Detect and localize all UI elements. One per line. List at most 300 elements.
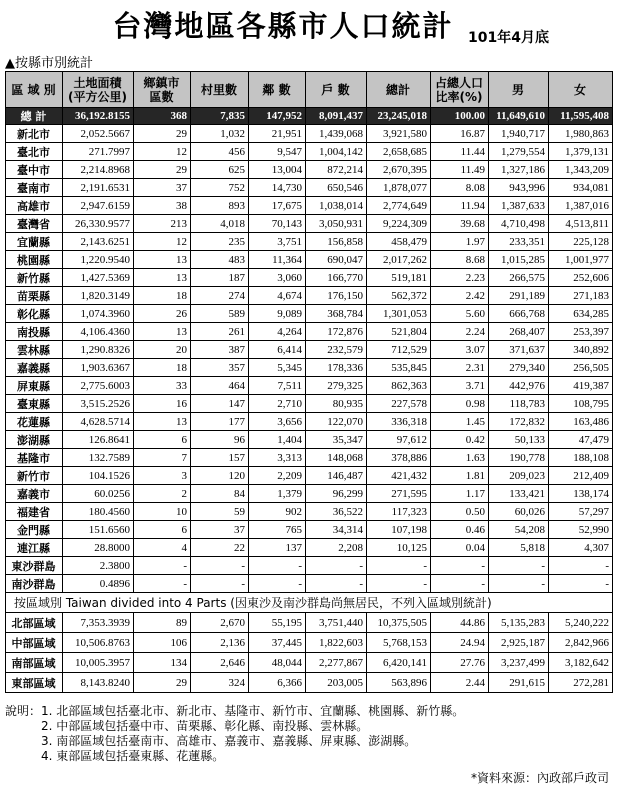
cell-villages: 464 bbox=[191, 377, 249, 395]
table-row bbox=[6, 521, 613, 539]
cell-population-total: 563,896 bbox=[367, 673, 431, 693]
cell-villages: 157 bbox=[191, 449, 249, 467]
table-row bbox=[6, 251, 613, 269]
cell-population-share: 24.94 bbox=[431, 633, 489, 653]
cell-male: - bbox=[489, 575, 549, 593]
cell-female: 138,174 bbox=[549, 485, 613, 503]
header-population-total bbox=[367, 72, 431, 108]
county-section bbox=[6, 125, 613, 593]
cell-districts: 89 bbox=[134, 613, 191, 633]
table-row bbox=[6, 323, 613, 341]
table-row bbox=[6, 557, 613, 575]
cell-districts: 2 bbox=[134, 485, 191, 503]
cell-neighborhoods: - bbox=[249, 557, 306, 575]
cell-population-total: 227,578 bbox=[367, 395, 431, 413]
cell-land-area: 2,191.6531 bbox=[63, 179, 134, 197]
cell-population-share: 0.04 bbox=[431, 539, 489, 557]
cell-villages: 589 bbox=[191, 305, 249, 323]
table-row bbox=[6, 215, 613, 233]
cell-neighborhoods: 2,209 bbox=[249, 467, 306, 485]
cell-male: 5,135,283 bbox=[489, 613, 549, 633]
header-population-share bbox=[431, 72, 489, 108]
header-line-1: 鄰 數 bbox=[262, 82, 291, 97]
cell-female: 1,379,131 bbox=[549, 143, 613, 161]
cell-population-total: - bbox=[367, 575, 431, 593]
cell-land-area: 1,427.5369 bbox=[63, 269, 134, 287]
cell-population-share: 3.07 bbox=[431, 341, 489, 359]
cell-land-area: 4,628.5714 bbox=[63, 413, 134, 431]
cell-households: 96,299 bbox=[306, 485, 367, 503]
cell-households: 690,047 bbox=[306, 251, 367, 269]
table-row bbox=[6, 395, 613, 413]
row-label: 新北市 bbox=[6, 125, 63, 143]
cell-male: 54,208 bbox=[489, 521, 549, 539]
cell-land-area: 7,353.3939 bbox=[63, 613, 134, 633]
cell-households: 1,822,603 bbox=[306, 633, 367, 653]
header-region bbox=[6, 72, 63, 108]
cell-population-share: 2.23 bbox=[431, 269, 489, 287]
row-label: 福建省 bbox=[6, 503, 63, 521]
region-rows bbox=[6, 613, 613, 693]
cell-population-share: 0.50 bbox=[431, 503, 489, 521]
cell-districts: 106 bbox=[134, 633, 191, 653]
region-row bbox=[6, 653, 613, 673]
cell-land-area: 4,106.4360 bbox=[63, 323, 134, 341]
total-section bbox=[6, 108, 613, 125]
table-row bbox=[6, 125, 613, 143]
cell-neighborhoods: 70,143 bbox=[249, 215, 306, 233]
region-section-header bbox=[6, 593, 613, 613]
cell-female: 2,842,966 bbox=[549, 633, 613, 653]
cell-female: - bbox=[549, 575, 613, 593]
table-row bbox=[6, 539, 613, 557]
cell-population-total: 1,301,053 bbox=[367, 305, 431, 323]
cell-households: 36,522 bbox=[306, 503, 367, 521]
cell-population-total: 1,878,077 bbox=[367, 179, 431, 197]
cell-neighborhoods: 17,675 bbox=[249, 197, 306, 215]
cell-female: 52,990 bbox=[549, 521, 613, 539]
section-subtitle: ▲按縣市別統計 bbox=[5, 56, 93, 71]
header-line-1: 鄉鎮市 bbox=[143, 75, 180, 90]
cell-male: 943,996 bbox=[489, 179, 549, 197]
cell-land-area: 0.4896 bbox=[63, 575, 134, 593]
row-label: 桃園縣 bbox=[6, 251, 63, 269]
cell-villages: - bbox=[191, 575, 249, 593]
table-row bbox=[6, 467, 613, 485]
cell-land-area: 1,903.6367 bbox=[63, 359, 134, 377]
cell-male: 172,832 bbox=[489, 413, 549, 431]
cell-neighborhoods: 3,060 bbox=[249, 269, 306, 287]
cell-male: 268,407 bbox=[489, 323, 549, 341]
table-row bbox=[6, 305, 613, 323]
row-label: 臺東縣 bbox=[6, 395, 63, 413]
cell-districts: 134 bbox=[134, 653, 191, 673]
cell-households: - bbox=[306, 575, 367, 593]
cell-female: 1,001,977 bbox=[549, 251, 613, 269]
header-line-1: 區 域 別 bbox=[11, 82, 56, 97]
source-credit: *資料來源：內政部戶政司 bbox=[470, 771, 609, 785]
cell-population-share: 16.87 bbox=[431, 125, 489, 143]
cell-neighborhoods: 1,404 bbox=[249, 431, 306, 449]
cell-villages: 274 bbox=[191, 287, 249, 305]
cell-male: 60,026 bbox=[489, 503, 549, 521]
cell-population-total: 6,420,141 bbox=[367, 653, 431, 673]
row-label: 金門縣 bbox=[6, 521, 63, 539]
cell-male: 1,279,554 bbox=[489, 143, 549, 161]
cell-population-share: 8.68 bbox=[431, 251, 489, 269]
cell-land-area: 104.1526 bbox=[63, 467, 134, 485]
cell-neighborhoods: 6,414 bbox=[249, 341, 306, 359]
table-row bbox=[6, 269, 613, 287]
cell-male: 279,340 bbox=[489, 359, 549, 377]
cell-villages: 324 bbox=[191, 673, 249, 693]
cell-female: 1,343,209 bbox=[549, 161, 613, 179]
header-villages bbox=[191, 72, 249, 108]
cell-population-share: 1.63 bbox=[431, 449, 489, 467]
cell-population-share: 0.42 bbox=[431, 431, 489, 449]
cell-neighborhoods: 14,730 bbox=[249, 179, 306, 197]
cell-population-total: 2,670,395 bbox=[367, 161, 431, 179]
cell-male: 50,133 bbox=[489, 431, 549, 449]
cell-population-total: 271,595 bbox=[367, 485, 431, 503]
cell-neighborhoods: 137 bbox=[249, 539, 306, 557]
cell-districts: 7 bbox=[134, 449, 191, 467]
cell-population-share: 11.94 bbox=[431, 197, 489, 215]
cell-male: 1,940,717 bbox=[489, 125, 549, 143]
row-label: 中部區域 bbox=[6, 633, 63, 653]
cell-male: 291,615 bbox=[489, 673, 549, 693]
cell-male: 118,783 bbox=[489, 395, 549, 413]
cell-neighborhoods: 902 bbox=[249, 503, 306, 521]
cell-population-share: 44.86 bbox=[431, 613, 489, 633]
cell-female: 225,128 bbox=[549, 233, 613, 251]
header-neighborhoods bbox=[249, 72, 306, 108]
cell-households: 80,935 bbox=[306, 395, 367, 413]
header-line-2: 區數 bbox=[149, 89, 174, 104]
cell-land-area: 8,143.8240 bbox=[63, 673, 134, 693]
cell-households: 279,325 bbox=[306, 377, 367, 395]
row-label: 連江縣 bbox=[6, 539, 63, 557]
cell-female: 57,297 bbox=[549, 503, 613, 521]
cell-female: 3,182,642 bbox=[549, 653, 613, 673]
cell-female: 272,281 bbox=[549, 673, 613, 693]
cell-villages: 387 bbox=[191, 341, 249, 359]
cell-female: - bbox=[549, 557, 613, 575]
row-label: 雲林縣 bbox=[6, 341, 63, 359]
cell-male: 209,023 bbox=[489, 467, 549, 485]
row-label: 苗栗縣 bbox=[6, 287, 63, 305]
cell-population-total: 10,375,505 bbox=[367, 613, 431, 633]
cell-households: 172,876 bbox=[306, 323, 367, 341]
cell-population-share: 11.49 bbox=[431, 161, 489, 179]
table-row bbox=[6, 341, 613, 359]
cell-land-area: 1,290.8326 bbox=[63, 341, 134, 359]
cell-female: 1,387,016 bbox=[549, 197, 613, 215]
cell-male: 666,768 bbox=[489, 305, 549, 323]
table-row bbox=[6, 485, 613, 503]
cell-male: 2,925,187 bbox=[489, 633, 549, 653]
cell-land-area: 2,143.6251 bbox=[63, 233, 134, 251]
cell-districts: 37 bbox=[134, 179, 191, 197]
cell-districts: 213 bbox=[134, 215, 191, 233]
row-label: 臺北市 bbox=[6, 143, 63, 161]
cell-land-area: 10,506.8763 bbox=[63, 633, 134, 653]
cell-population-share: 1.81 bbox=[431, 467, 489, 485]
cell-districts: 6 bbox=[134, 431, 191, 449]
row-label: 花蓮縣 bbox=[6, 413, 63, 431]
cell-neighborhoods: 3,751 bbox=[249, 233, 306, 251]
cell-neighborhoods: 3,656 bbox=[249, 413, 306, 431]
cell-neighborhoods: 48,044 bbox=[249, 653, 306, 673]
cell-neighborhoods: 7,511 bbox=[249, 377, 306, 395]
cell-population-share: 0.46 bbox=[431, 521, 489, 539]
cell-male: - bbox=[489, 557, 549, 575]
cell-female: 163,486 bbox=[549, 413, 613, 431]
cell-villages: 59 bbox=[191, 503, 249, 521]
note-item: 1. 北部區域包括臺北市、新北市、基隆市、新竹市、宜蘭縣、桃園縣、新竹縣。 bbox=[41, 704, 465, 718]
cell-districts: 18 bbox=[134, 359, 191, 377]
table-row bbox=[6, 359, 613, 377]
cell-villages: 37 bbox=[191, 521, 249, 539]
table-row bbox=[6, 143, 613, 161]
row-label: 臺中市 bbox=[6, 161, 63, 179]
cell-population-share: 2.24 bbox=[431, 323, 489, 341]
cell-villages: - bbox=[191, 557, 249, 575]
cell-male: 233,351 bbox=[489, 233, 549, 251]
cell-population-total: 336,318 bbox=[367, 413, 431, 431]
cell-female: 253,397 bbox=[549, 323, 613, 341]
cell-female: 11,595,408 bbox=[549, 108, 613, 125]
cell-households: 2,277,867 bbox=[306, 653, 367, 673]
cell-female: 934,081 bbox=[549, 179, 613, 197]
cell-female: 4,307 bbox=[549, 539, 613, 557]
cell-land-area: 1,074.3960 bbox=[63, 305, 134, 323]
cell-land-area: 1,220.9540 bbox=[63, 251, 134, 269]
cell-land-area: 10,005.3957 bbox=[63, 653, 134, 673]
row-label: 南部區域 bbox=[6, 653, 63, 673]
table-row bbox=[6, 377, 613, 395]
cell-male: 371,637 bbox=[489, 341, 549, 359]
cell-districts: 12 bbox=[134, 143, 191, 161]
header-line-1: 男 bbox=[511, 82, 524, 97]
row-label: 高雄市 bbox=[6, 197, 63, 215]
cell-population-total: 23,245,018 bbox=[367, 108, 431, 125]
cell-districts: 3 bbox=[134, 467, 191, 485]
cell-male: 133,421 bbox=[489, 485, 549, 503]
cell-land-area: 3,515.2526 bbox=[63, 395, 134, 413]
cell-population-total: 562,372 bbox=[367, 287, 431, 305]
cell-districts: 4 bbox=[134, 539, 191, 557]
cell-population-total: 2,658,685 bbox=[367, 143, 431, 161]
cell-population-total: 5,768,153 bbox=[367, 633, 431, 653]
cell-villages: 483 bbox=[191, 251, 249, 269]
table-row bbox=[6, 449, 613, 467]
cell-households: 122,070 bbox=[306, 413, 367, 431]
cell-neighborhoods: 11,364 bbox=[249, 251, 306, 269]
row-label: 新竹縣 bbox=[6, 269, 63, 287]
cell-districts: 13 bbox=[134, 323, 191, 341]
cell-households: 203,005 bbox=[306, 673, 367, 693]
cell-neighborhoods: 5,345 bbox=[249, 359, 306, 377]
region-section bbox=[6, 593, 613, 613]
cell-villages: 177 bbox=[191, 413, 249, 431]
page-title: 台灣地區各縣市人口統計 bbox=[112, 9, 454, 43]
cell-households: 1,004,142 bbox=[306, 143, 367, 161]
cell-female: 5,240,222 bbox=[549, 613, 613, 633]
cell-population-share: 11.44 bbox=[431, 143, 489, 161]
cell-population-total: - bbox=[367, 557, 431, 575]
cell-households: 232,579 bbox=[306, 341, 367, 359]
cell-neighborhoods: 765 bbox=[249, 521, 306, 539]
header-line-1: 土地面積 bbox=[73, 75, 122, 90]
cell-households: 34,314 bbox=[306, 521, 367, 539]
cell-population-total: 378,886 bbox=[367, 449, 431, 467]
cell-households: 3,751,440 bbox=[306, 613, 367, 633]
cell-population-total: 458,479 bbox=[367, 233, 431, 251]
cell-population-share: 2.42 bbox=[431, 287, 489, 305]
cell-neighborhoods: 1,379 bbox=[249, 485, 306, 503]
table-row bbox=[6, 197, 613, 215]
cell-households: 146,487 bbox=[306, 467, 367, 485]
cell-neighborhoods: - bbox=[249, 575, 306, 593]
cell-villages: 893 bbox=[191, 197, 249, 215]
cell-neighborhoods: 21,951 bbox=[249, 125, 306, 143]
cell-households: 166,770 bbox=[306, 269, 367, 287]
row-label: 東沙群島 bbox=[6, 557, 63, 575]
cell-population-share: 5.60 bbox=[431, 305, 489, 323]
cell-land-area: 28.8000 bbox=[63, 539, 134, 557]
cell-female: 47,479 bbox=[549, 431, 613, 449]
cell-population-total: 521,804 bbox=[367, 323, 431, 341]
header-line-1: 村里數 bbox=[200, 82, 237, 97]
cell-households: 3,050,931 bbox=[306, 215, 367, 233]
cell-villages: 187 bbox=[191, 269, 249, 287]
cell-districts: - bbox=[134, 575, 191, 593]
population-table bbox=[5, 71, 613, 693]
cell-female: 188,108 bbox=[549, 449, 613, 467]
cell-population-total: 712,529 bbox=[367, 341, 431, 359]
row-label: 澎湖縣 bbox=[6, 431, 63, 449]
cell-districts: 12 bbox=[134, 233, 191, 251]
cell-land-area: 26,330.9577 bbox=[63, 215, 134, 233]
cell-districts: 13 bbox=[134, 269, 191, 287]
region-row bbox=[6, 633, 613, 653]
cell-villages: 147 bbox=[191, 395, 249, 413]
region-row bbox=[6, 613, 613, 633]
cell-districts: 13 bbox=[134, 251, 191, 269]
notes-label: 說明： bbox=[5, 704, 42, 718]
header-female bbox=[549, 72, 613, 108]
cell-districts: 33 bbox=[134, 377, 191, 395]
cell-neighborhoods: 13,004 bbox=[249, 161, 306, 179]
note-item: 2. 中部區域包括臺中市、苗栗縣、彰化縣、南投縣、雲林縣。 bbox=[41, 719, 369, 733]
header-line-1: 戶 數 bbox=[321, 82, 350, 97]
cell-districts: 18 bbox=[134, 287, 191, 305]
cell-female: 212,409 bbox=[549, 467, 613, 485]
cell-population-share: 0.98 bbox=[431, 395, 489, 413]
table-row bbox=[6, 161, 613, 179]
cell-villages: 752 bbox=[191, 179, 249, 197]
cell-female: 1,980,863 bbox=[549, 125, 613, 143]
cell-households: 35,347 bbox=[306, 431, 367, 449]
cell-male: 190,778 bbox=[489, 449, 549, 467]
row-label: 南沙群島 bbox=[6, 575, 63, 593]
cell-villages: 2,136 bbox=[191, 633, 249, 653]
cell-land-area: 271.7997 bbox=[63, 143, 134, 161]
cell-population-total: 2,774,649 bbox=[367, 197, 431, 215]
cell-male: 1,327,186 bbox=[489, 161, 549, 179]
cell-population-share: 3.71 bbox=[431, 377, 489, 395]
cell-population-share: 1.45 bbox=[431, 413, 489, 431]
cell-villages: 120 bbox=[191, 467, 249, 485]
cell-population-share: 2.44 bbox=[431, 673, 489, 693]
cell-population-share: 8.08 bbox=[431, 179, 489, 197]
cell-neighborhoods: 37,445 bbox=[249, 633, 306, 653]
row-label: 基隆市 bbox=[6, 449, 63, 467]
cell-districts: 29 bbox=[134, 125, 191, 143]
cell-villages: 22 bbox=[191, 539, 249, 557]
cell-female: 340,892 bbox=[549, 341, 613, 359]
cell-neighborhoods: 2,710 bbox=[249, 395, 306, 413]
table-row bbox=[6, 503, 613, 521]
cell-villages: 2,670 bbox=[191, 613, 249, 633]
header-land-area bbox=[63, 72, 134, 108]
row-label: 臺灣省 bbox=[6, 215, 63, 233]
cell-districts: 29 bbox=[134, 673, 191, 693]
cell-neighborhoods: 9,089 bbox=[249, 305, 306, 323]
cell-land-area: 132.7589 bbox=[63, 449, 134, 467]
cell-population-share: 1.17 bbox=[431, 485, 489, 503]
row-label: 總 計 bbox=[6, 108, 63, 125]
table-row bbox=[6, 431, 613, 449]
cell-villages: 7,835 bbox=[191, 108, 249, 125]
cell-districts: - bbox=[134, 557, 191, 575]
cell-neighborhoods: 3,313 bbox=[249, 449, 306, 467]
header-line-1: 女 bbox=[573, 82, 586, 97]
header-row bbox=[6, 72, 613, 108]
cell-land-area: 2.3800 bbox=[63, 557, 134, 575]
cell-population-share: 39.68 bbox=[431, 215, 489, 233]
cell-neighborhoods: 4,264 bbox=[249, 323, 306, 341]
cell-female: 419,387 bbox=[549, 377, 613, 395]
cell-male: 3,237,499 bbox=[489, 653, 549, 673]
header-line-1: 總計 bbox=[385, 82, 410, 97]
header-male bbox=[489, 72, 549, 108]
region-row bbox=[6, 673, 613, 693]
row-label: 宜蘭縣 bbox=[6, 233, 63, 251]
cell-female: 256,505 bbox=[549, 359, 613, 377]
cell-districts: 368 bbox=[134, 108, 191, 125]
header-households bbox=[306, 72, 367, 108]
cell-female: 252,606 bbox=[549, 269, 613, 287]
cell-households: 1,439,068 bbox=[306, 125, 367, 143]
cell-households: 176,150 bbox=[306, 287, 367, 305]
cell-male: 442,976 bbox=[489, 377, 549, 395]
cell-districts: 29 bbox=[134, 161, 191, 179]
report-date: 101年4月底 bbox=[468, 30, 549, 46]
cell-neighborhoods: 147,952 bbox=[249, 108, 306, 125]
cell-population-total: 3,921,580 bbox=[367, 125, 431, 143]
cell-population-total: 862,363 bbox=[367, 377, 431, 395]
cell-land-area: 180.4560 bbox=[63, 503, 134, 521]
cell-female: 634,285 bbox=[549, 305, 613, 323]
row-label: 新竹市 bbox=[6, 467, 63, 485]
cell-villages: 357 bbox=[191, 359, 249, 377]
cell-population-share: - bbox=[431, 557, 489, 575]
cell-female: 4,513,811 bbox=[549, 215, 613, 233]
cell-districts: 16 bbox=[134, 395, 191, 413]
table-row bbox=[6, 233, 613, 251]
